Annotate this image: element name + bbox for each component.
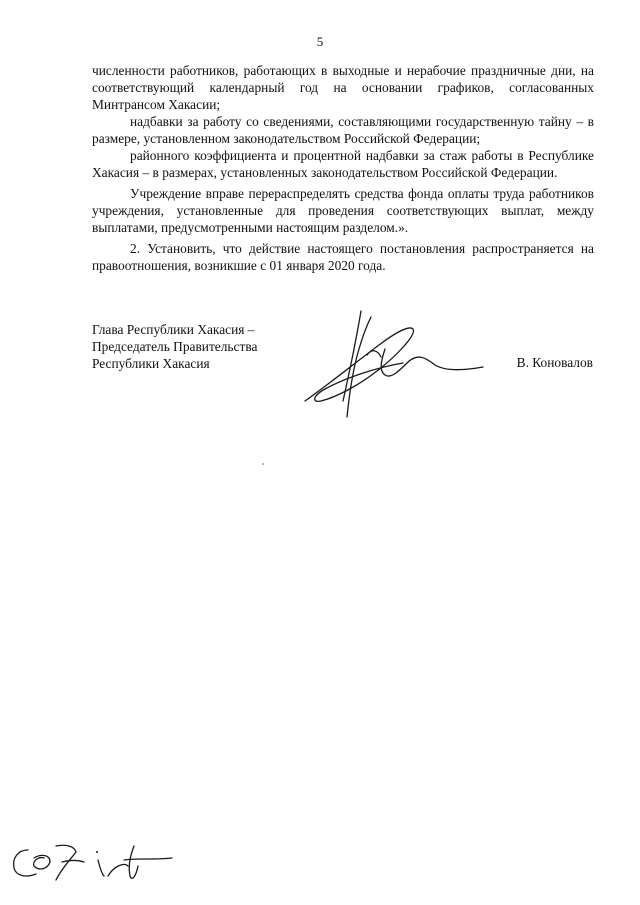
paragraph-continuation: численности работников, работающих в выходные и нерабочие праздничные дни, на соответствующий календарный год на основании графиков, согласованных Минтрансом Хакасии; <box>92 63 594 112</box>
document-body <box>92 62 594 274</box>
paragraph-secrecy-allowance: надбавки за работу со сведениями, составляющими государственную тайну – в размере, установленном законодательством Российской Федерации; <box>92 114 594 146</box>
signatory-name: В. Коновалов <box>516 355 593 370</box>
page-number: 5 <box>316 34 324 49</box>
signatory-title-line: Глава Республики Хакасия – <box>92 322 255 337</box>
handwritten-signature <box>285 305 485 425</box>
paragraph-fund-redistribution: Учреждение вправе перераспределять средства фонда оплаты труда работников учреждения, установленные для проведения соответствующих выплат, между выплатами, предусмотренными настоящим разделом.». <box>92 186 594 235</box>
signatory-title-line: Республики Хакасия <box>92 356 210 371</box>
paragraph-regional-coefficient: районного коэффициента и процентной надбавки за стаж работы в Республике Хакасия – в размерах, установленных законодательством Российской Федерации. <box>92 148 594 180</box>
stray-dot <box>261 462 265 466</box>
signatory-title-line: Председатель Правительства <box>92 339 258 354</box>
handwritten-initials <box>4 836 174 886</box>
paragraph-effective-date: 2. Установить, что действие настоящего постановления распространяется на правоотношения, возникшие с 01 января 2020 года. <box>92 241 594 273</box>
